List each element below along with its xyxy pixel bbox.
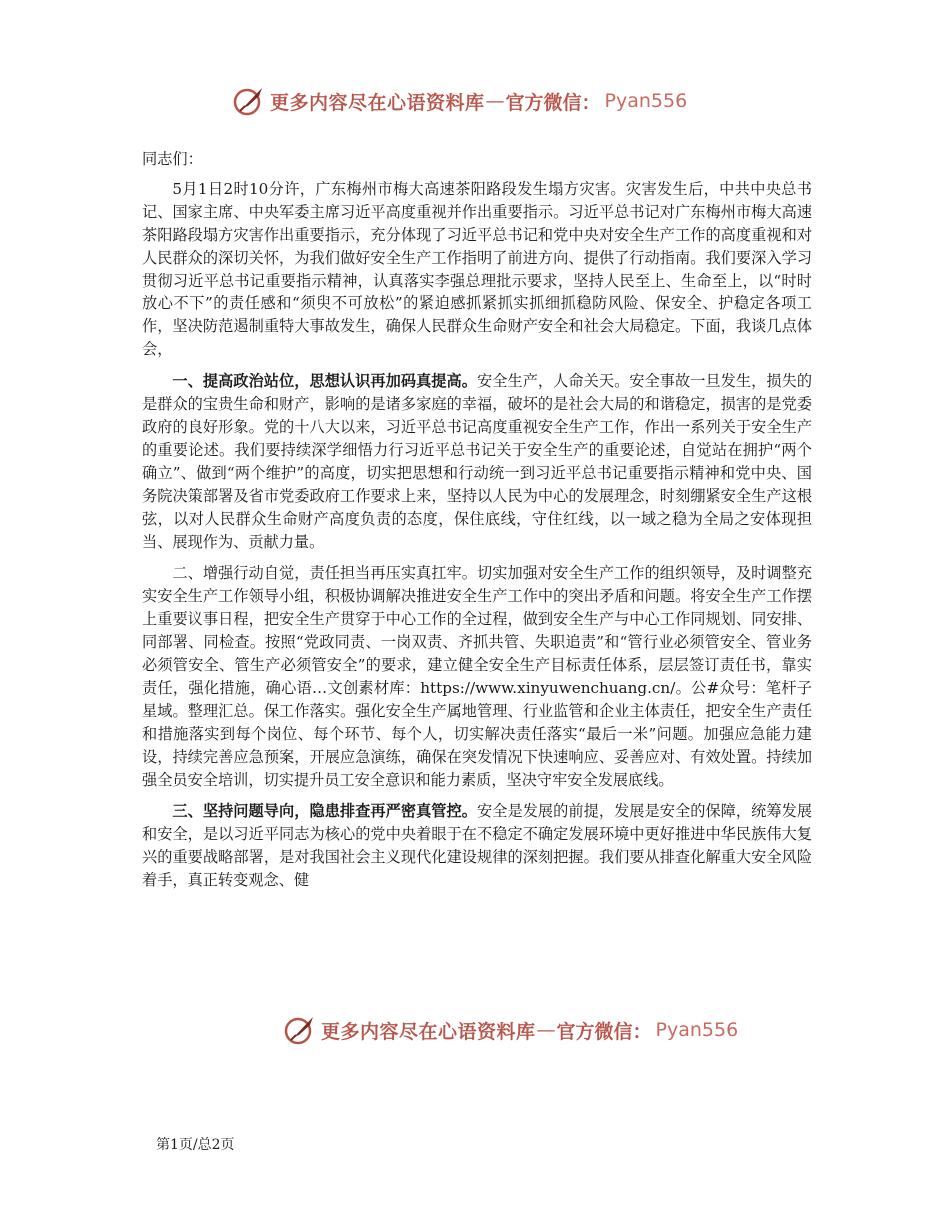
banner-dash: —: [536, 1019, 556, 1041]
paragraph-text: 安全是发展的前提，发展是安全的保障，统筹发展和安全，是以习近平同志为核心的党中央着眼于在不稳定不确定发展环境中更好推进中华民族伟大复兴的重要战略部署，是对我国社会主义现代化建设规律的深刻把握。我们要从排查化解重大安全风险着手，真正转变观念、健: [142, 802, 813, 890]
banner-text: 更多内容尽在心语资料库: [321, 1020, 536, 1043]
banner-wechat-id: Pyan556: [655, 1019, 739, 1041]
banner-wechat-label: 官方微信：: [556, 1020, 652, 1043]
banner-text: 更多内容尽在心语资料库: [270, 91, 485, 114]
banner-wechat-label: 官方微信：: [505, 91, 601, 114]
banner-dash: —: [485, 90, 505, 112]
document-body: [142, 148, 812, 901]
quill-logo-icon: [283, 1013, 317, 1047]
paragraph-text: 安全生产，人命关天。安全事故一旦发生，损失的是群众的宝贵生命和财产，影响的是诸多家庭的幸福，破坏的是社会大局的和谐稳定，损害的是党委政府的良好形象。党的十八大以来，习近平总书记高度重视安全生产工作，作出一系列关于安全生产的重要论述。我们要持续深学细悟力行习近平总书记关于安全生产的重要论述，自觉站在拥护“两个确立”、做到“两个维护”的高度，切实把思想和行动统一到习近平总书记重要指示精神和党中央、国务院决策部署及省市党委政府工作要求上来，坚持以人民为中心的发展理念，时刻绷紧安全生产这根弦，以对人民群众生命财产高度负责的态度，保住底线，守住红线，以一域之稳为全局之安体现担当、展现作为、贡献力量。: [142, 372, 813, 551]
paragraph-text: 二、增强行动自觉，责任担当再压实真扛牢。切实加强对安全生产工作的组织领导，及时调整充实安全生产工作领导小组，积极协调解决推进安全生产工作中的突出矛盾和问题。将安全生产工作摆上重要议事日程，把安全生产贯穿于中心工作的全过程，做到安全生产与中心工作同规划、同安排、同部署、同检查。按照“党政同责、一岗双责、齐抓共管、失职追责”和“管行业必须管安全、管业务必须管安全、管生产必须管安全”的要求，建立健全安全生产目标责任体系，层层签订责任书，靠实责任，强化措施，确心语…文创素材库：https://www.xinyuwenchuang.cn/。公#众号：笔杆子星域。整理汇总。保工作落实。强化安全生产属地管理、行业监管和企业主体责任，把安全生产责任和措施落实到每个岗位、每个环节、每个人，切实解决责任落实“最后一米”问题。加强应急能力建设，持续完善应急预案，开展应急演练，确保在突发情况下快速响应、妥善应对、有效处置。持续加强全员安全培训，切实提升员工安全意识和能力素质，坚决守牢安全发展底线。: [142, 564, 812, 789]
page-number: 第1页/总2页: [156, 1137, 235, 1153]
footer-watermark-banner: [283, 1013, 738, 1047]
paragraph-section-3: [142, 800, 812, 892]
quill-logo-icon: [232, 84, 266, 118]
section-heading: 一、提高政治站位，思想认识再加码真提高。: [172, 372, 477, 391]
paragraph-section-1: [142, 370, 812, 553]
banner-wechat-id: Pyan556: [604, 90, 688, 112]
paragraph-text: 5月1日2时10分许，广东梅州市梅大高速茶阳路段发生塌方灾害。灾害发生后，中共中央总书记、国家主席、中央军委主席习近平高度重视并作出重要指示。习近平总书记对广东梅州市梅大高速茶阳路段塌方灾害作出重要指示，充分体现了习近平总书记和党中央对安全生产工作的高度重视和对人民群众的深切关怀，为我们做好安全生产工作指明了前进方向、提供了行动指南。我们要深入学习贯彻习近平总书记重要指示精神，认真落实李强总理批示要求，坚持人民至上、生命至上，以“时时放心不下”的责任感和“须臾不可放松”的紧迫感抓紧抓实抓细抓稳防风险、保安全、护稳定各项工作，坚决防范遏制重特大事故发生，确保人民群众生命财产安全和社会大局稳定。下面，我谈几点体会，: [142, 179, 812, 359]
header-watermark-banner: [232, 84, 687, 118]
paragraph-intro: [142, 178, 812, 361]
paragraph-section-2: [142, 562, 812, 791]
salutation: 同志们：: [142, 150, 203, 168]
section-heading: 三、坚持问题导向，隐患排查再严密真管控。: [172, 802, 477, 821]
